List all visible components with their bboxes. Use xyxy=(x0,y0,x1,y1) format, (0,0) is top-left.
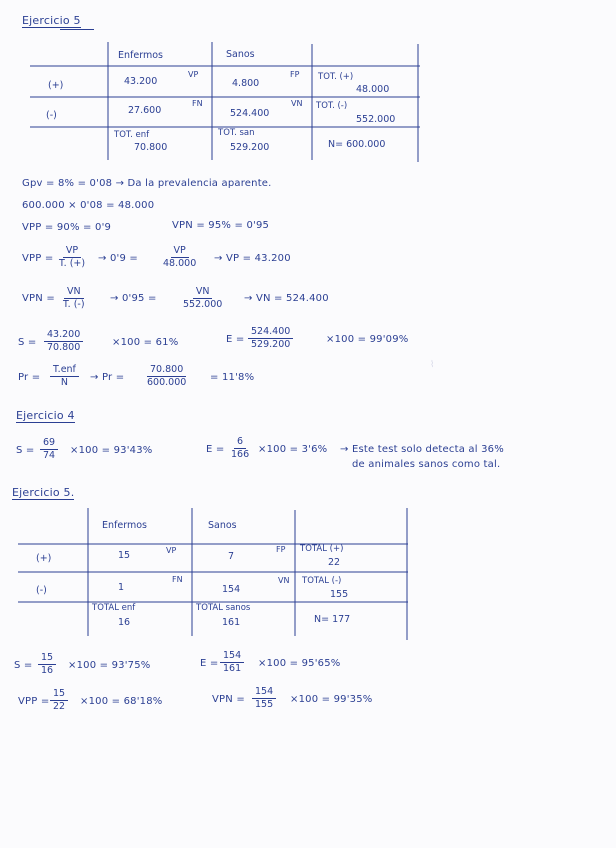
ex3-sensitivity-result: ×100 = 93'75% xyxy=(68,660,151,671)
t2-tag-vn: VN xyxy=(278,576,290,585)
prevalence-numerator: T.enf xyxy=(50,364,79,377)
t2-total-healthy-label: TOTAL sanos xyxy=(196,603,251,613)
ex3-vpn-result: ×100 = 99'35% xyxy=(290,694,373,705)
t2-col-header-sanos: Sanos xyxy=(208,520,237,531)
total-positive: 48.000 xyxy=(356,84,390,95)
vpp-fraction-2 xyxy=(160,245,199,270)
grand-total: N= 600.000 xyxy=(328,139,386,150)
ex2-specificity-denominator: 166 xyxy=(231,449,250,460)
prevalence-equals: → Pr = xyxy=(90,372,125,383)
ex3-specificity-denominator: 161 xyxy=(223,663,242,674)
t2-cell-fn: 1 xyxy=(118,582,125,593)
vpp-denominator: T. (+) xyxy=(59,258,86,269)
col-header-sanos: Sanos xyxy=(226,49,255,60)
vpp-numerator: VP xyxy=(63,245,81,258)
vpp-denominator-2: 48.000 xyxy=(163,258,197,269)
ex3-sensitivity-denominator: 16 xyxy=(41,665,54,676)
ex3-vpp-fraction xyxy=(50,688,68,713)
ex2-note-line-1: → Este test solo detecta al 36% xyxy=(340,444,504,455)
cell-vp: 43.200 xyxy=(124,76,158,87)
ex3-vpp-denominator: 22 xyxy=(53,701,66,712)
vpp-equals: → 0'9 = xyxy=(98,253,138,264)
vpn-denominator-2: 552.000 xyxy=(183,299,223,310)
t2-total-negative-label: TOTAL (-) xyxy=(302,576,342,586)
exercise-title-2: Ejercicio 4 xyxy=(16,409,75,422)
specificity-denominator: 529.200 xyxy=(251,339,291,350)
vpn-numerator-2: VN xyxy=(193,286,213,299)
ex2-specificity-result: ×100 = 3'6% xyxy=(258,444,328,455)
vpn-label: VPN = xyxy=(22,293,55,304)
t2-total-healthy: 161 xyxy=(222,617,241,628)
vpn-numerator: VN xyxy=(64,286,84,299)
prevalence-label: Pr = xyxy=(18,372,41,383)
ex3-specificity-result: ×100 = 95'65% xyxy=(258,658,341,669)
specificity-result: ×100 = 99'09% xyxy=(326,334,409,345)
vpp-fraction xyxy=(56,245,88,270)
t2-total-positive-label: TOTAL (+) xyxy=(300,544,344,554)
t2-cell-vp: 15 xyxy=(118,550,131,561)
total-sick-label: TOT. enf xyxy=(114,130,150,140)
ex3-sensitivity-fraction xyxy=(38,652,56,677)
prevalence-fraction xyxy=(50,364,79,389)
vpn-equals: → 0'95 = xyxy=(110,293,157,304)
calc-line-total-positive: 600.000 × 0'08 = 48.000 xyxy=(22,200,155,211)
vpp-numerator-2: VP xyxy=(171,245,189,258)
tag-vp: VP xyxy=(188,70,199,79)
prevalence-fraction-2 xyxy=(144,364,189,389)
calc-line-vpp-given: VPP = 90% = 0'9 xyxy=(22,222,112,233)
specificity-numerator: 524.400 xyxy=(248,326,293,339)
t2-grand-total: N= 177 xyxy=(314,614,351,625)
ex3-sensitivity-label: S = xyxy=(14,660,33,671)
ex3-vpn-label: VPN = xyxy=(212,694,245,705)
t2-total-sick: 16 xyxy=(118,617,131,628)
total-healthy-label: TOT. san xyxy=(218,128,255,138)
t2-row-header-negative: (-) xyxy=(36,585,47,596)
ex2-sensitivity-label: S = xyxy=(16,445,35,456)
t2-col-header-enfermos: Enfermos xyxy=(102,520,147,531)
t2-tag-fn: FN xyxy=(172,575,183,584)
title-underline xyxy=(60,29,94,30)
total-negative: 552.000 xyxy=(356,114,396,125)
col-header-enfermos: Enfermos xyxy=(118,50,163,61)
ex2-specificity-label: E = xyxy=(206,444,225,455)
total-healthy: 529.200 xyxy=(230,142,270,153)
ex3-specificity-label: E = xyxy=(200,658,219,669)
ex3-vpp-numerator: 15 xyxy=(50,688,68,701)
ex3-sensitivity-numerator: 15 xyxy=(38,652,56,665)
t2-tag-vp: VP xyxy=(166,546,177,555)
prevalence-numerator-2: 70.800 xyxy=(147,364,186,377)
t2-cell-fp: 7 xyxy=(228,551,235,562)
t2-total-sick-label: TOTAL enf xyxy=(92,603,136,613)
calc-line-vpn-given: VPN = 95% = 0'95 xyxy=(172,220,270,231)
row-header-positive: (+) xyxy=(48,80,64,91)
exercise-title: Ejercicio 5 xyxy=(22,14,81,27)
t2-total-negative: 155 xyxy=(330,589,349,600)
ex3-specificity-numerator: 154 xyxy=(220,650,244,663)
prevalence-result: = 11'8% xyxy=(210,372,255,383)
row-header-negative: (-) xyxy=(46,110,57,121)
specificity-label: E = xyxy=(226,334,245,345)
vpn-fraction-2 xyxy=(180,286,225,311)
ex2-sensitivity-denominator: 74 xyxy=(43,450,56,461)
ex3-specificity-fraction xyxy=(220,650,244,675)
vpn-result: → VN = 524.400 xyxy=(244,293,329,304)
cell-vn: 524.400 xyxy=(230,108,270,119)
vpn-fraction xyxy=(60,286,88,311)
t2-total-positive: 22 xyxy=(328,557,341,568)
tag-fn: FN xyxy=(192,99,203,108)
total-sick: 70.800 xyxy=(134,142,168,153)
ex2-specificity-fraction xyxy=(228,436,252,461)
ex3-vpn-numerator: 154 xyxy=(252,686,276,699)
prevalence-denominator-2: 600.000 xyxy=(147,377,187,388)
total-negative-label: TOT. (-) xyxy=(316,101,348,111)
sensitivity-fraction xyxy=(44,329,83,354)
cell-fn: 27.600 xyxy=(128,105,162,116)
calc-line-prevalence: Gpv = 8% = 0'08 → Da la prevalencia aparente. xyxy=(22,178,272,189)
t2-cell-vn: 154 xyxy=(222,584,241,595)
ex3-vpn-fraction xyxy=(252,686,276,711)
vpp-result: → VP = 43.200 xyxy=(214,253,291,264)
total-positive-label: TOT. (+) xyxy=(318,72,354,82)
ex3-vpp-label: VPP = xyxy=(18,696,50,707)
tag-fp: FP xyxy=(290,70,300,79)
ex2-note-line-2: de animales sanos como tal. xyxy=(352,459,501,470)
ex3-vpn-denominator: 155 xyxy=(255,699,274,710)
prevalence-denominator: N xyxy=(60,377,68,388)
sensitivity-result: ×100 = 61% xyxy=(112,337,179,348)
ex2-sensitivity-numerator: 69 xyxy=(40,437,58,450)
specificity-fraction xyxy=(248,326,293,351)
sensitivity-label: S = xyxy=(18,337,37,348)
ex2-specificity-numerator: 6 xyxy=(234,436,246,449)
ex2-sensitivity-result: ×100 = 93'43% xyxy=(70,445,153,456)
tag-vn: VN xyxy=(291,99,303,108)
ex2-sensitivity-fraction xyxy=(40,437,58,462)
t2-row-header-positive: (+) xyxy=(36,553,52,564)
sensitivity-denominator: 70.800 xyxy=(47,342,81,353)
exercise-title-3: Ejercicio 5. xyxy=(12,486,75,499)
sensitivity-numerator: 43.200 xyxy=(44,329,83,342)
vpn-denominator: T. (-) xyxy=(63,299,85,310)
ex3-vpp-result: ×100 = 68'18% xyxy=(80,696,163,707)
cell-fp: 4.800 xyxy=(232,78,260,89)
show-through-marks: ⌇ xyxy=(430,360,435,370)
vpp-label: VPP = xyxy=(22,253,54,264)
t2-tag-fp: FP xyxy=(276,545,286,554)
